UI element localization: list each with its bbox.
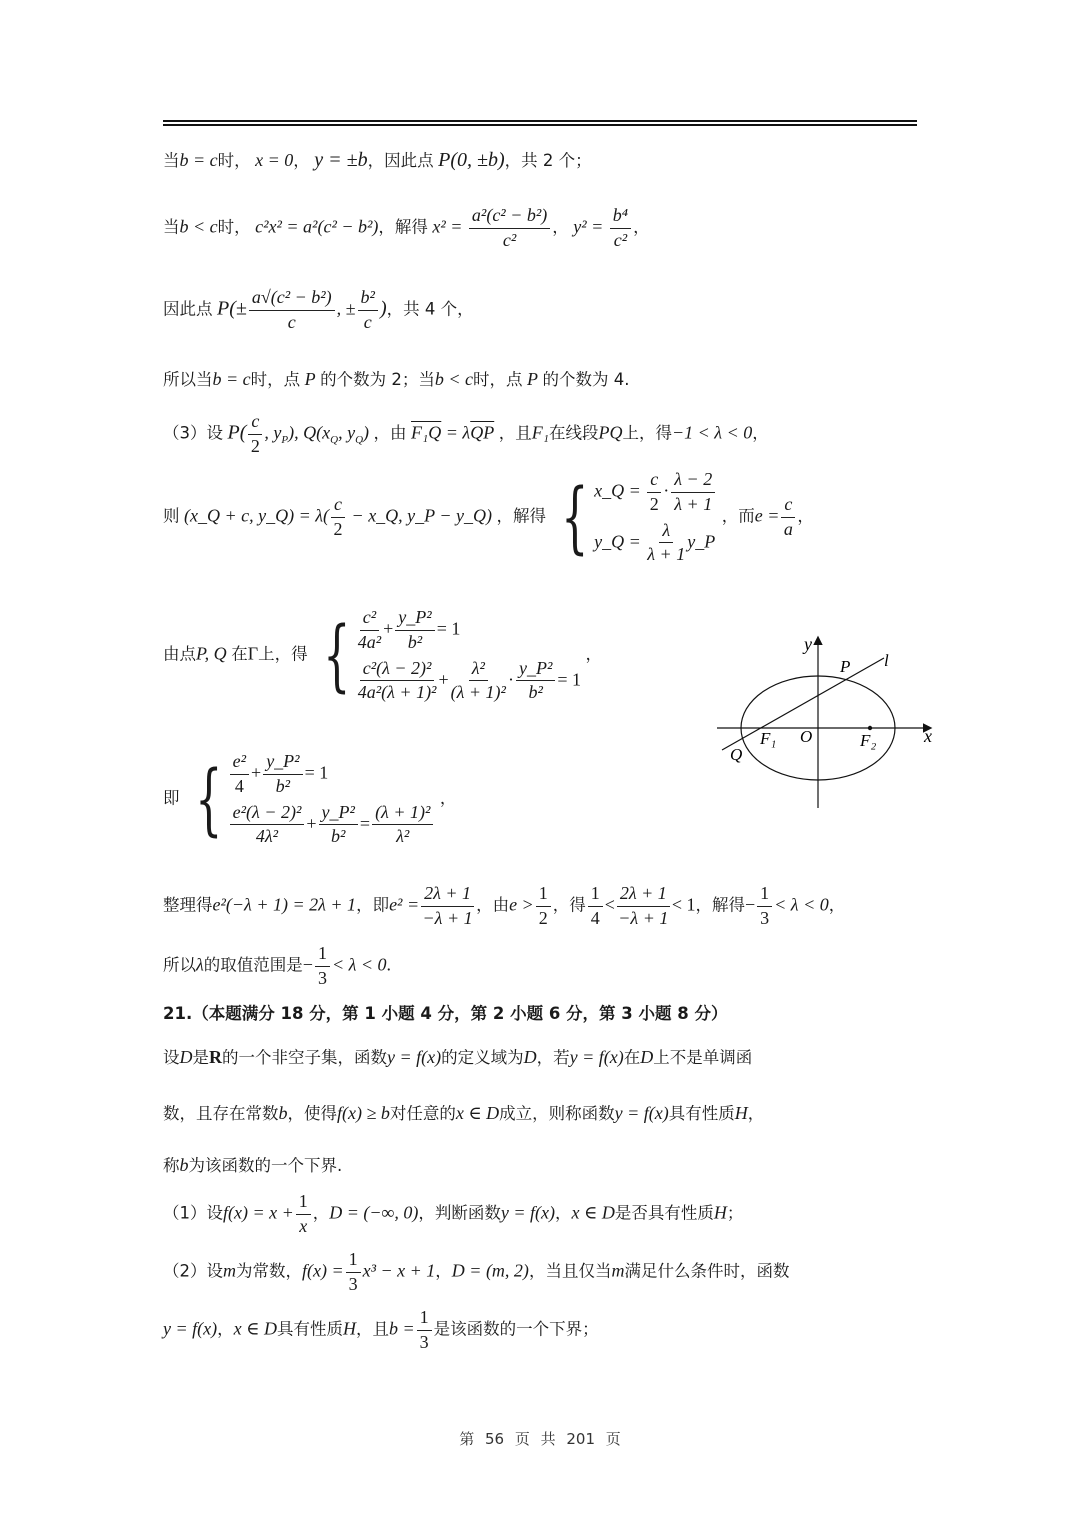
solution-line-b-equals-c: 当b = c时， x = 0， y = ±b，因此点 P(0, ±b)，共 2 个； [163, 149, 592, 171]
header-rule-bottom [163, 124, 917, 126]
left-brace: { [195, 754, 223, 845]
svg-text:Q: Q [730, 745, 743, 764]
svg-text:O: O [800, 727, 813, 746]
fraction: $\frac{c}{2}$ [248, 412, 262, 457]
header-rule-top [163, 120, 917, 122]
fraction: $\frac{\text{a√(c² − b²)}}{c}$ [249, 288, 335, 333]
svg-text:F₂: F₂ [860, 731, 877, 750]
fraction: $\frac{\text{a²(c² − b²)}}{\text{c²}}$ [469, 206, 550, 251]
svg-text:P: P [840, 657, 851, 676]
svg-text:y: y [804, 634, 812, 654]
page-footer: 第 56 页 共 201 页 [459, 1430, 621, 1448]
solution-line-vector-eq: 则 (x_Q + c, y_Q) = λ( $\frac{c}{2}$ − x_Q, y_P − y_Q) ，解得 { x_Q = $\frac{c}{2}$ · $\frac{\lambda - 2}{\lambda + 1}$ y_Q = $\frac{\lambda}{\lambda + 1}$ y_P ，而e = $\frac{c}{a}$ ， [163, 469, 814, 565]
ellipse-diagram [712, 630, 942, 810]
solution-line-conclusion: 所以λ的取值范围是− $\frac{1}{3}$ < λ < 0. [163, 943, 392, 988]
problem-21-subquestion-2: （2）设m为常数，f(x) = $\frac{1}{3}$ x³ − x + 1，D = (m, 2)，当且仅当m满足什么条件时，函数 [163, 1249, 790, 1294]
fraction: $\frac{c}{2}$ [331, 495, 345, 540]
left-brace: { [561, 472, 589, 563]
svg-text:x: x [924, 726, 932, 746]
problem-21-para-2: 数，且存在常数b，使得f(x) ≥ b对任意的x ∈ D成立，则称函数y = f(x)具有性质H， [163, 1103, 765, 1123]
svg-text:F₁: F₁ [760, 729, 777, 748]
solution-line-on-ellipse: 由点P, Q 在Γ上，得 { $\frac{\text{c²}}{\text{4a²}}$ + $\frac{\text{y\_P²}}{\text{b²}}$ = 1 $\frac{\text{c²(λ − 2)²}}{\text{4a²(λ + 1)²}}$ + $\frac{\text{λ²}}{\text{(λ + 1)²}}$ · $\frac{\text{y\_P²}}{\text{b²}}$ = 1 ， [163, 607, 602, 703]
focus-f2 [868, 726, 872, 730]
solution-line-ie: 即 { $\frac{\text{e²}}{4}$ + $\frac{\text{y\_P²}}{\text{b²}}$ = 1 $\frac{\text{e²(λ − 2)²}}{\text{4λ²}}$ + $\frac{\text{y\_P²}}{\text{b²}}$ = $\frac{\text{(λ + 1)²}}{\text{λ²}}$ ， [163, 751, 457, 847]
solution-line-b-less-c: 当b < c时， c²x² = a²(c² − b²)，解得 x² = $\frac{\text{a²(c² − b²)}}{\text{c²}}$ ， y² = $\frac{\text{b⁴}}{\text{c²}}$ ， [163, 205, 650, 250]
equation-system: { $\frac{\text{e²}}{4}$ + $\frac{\text{y\_P²}}{\text{b²}}$ = 1 $\frac{\text{e²(λ − 2)²}}{\text{4λ²}}$ + $\frac{\text{y\_P²}}{\text{b²}}$ = $\frac{\text{(λ + 1)²}}{\text{λ²}}$ [184, 752, 435, 847]
problem-21-subquestion-1: （1）设f(x) = x + $\frac{1}{x}$ ，D = (−∞, 0)，判断函数y = f(x)，x ∈ D是否具有性质H； [163, 1191, 744, 1236]
solution-line-four-points: 因此点 P(± $\frac{\text{a√(c² − b²)}}{c}$ , ± $\frac{\text{b²}}{c}$ )，共 4 个， [163, 287, 474, 332]
equation-system: { x_Q = $\frac{c}{2}$ · $\frac{\lambda - 2}{\lambda + 1}$ y_Q = $\frac{\lambda}{\lambda + 1}$ y_P [561, 469, 716, 565]
problem-21-para-1: 设D是R的一个非空子集，函数y = f(x)的定义域为D，若y = f(x)在D上不是单调函 [163, 1047, 753, 1067]
problem-21-heading: 21.（本题满分 18 分，第 1 小题 4 分，第 2 小题 6 分，第 3 小题 8 分） [163, 1004, 728, 1023]
solution-part3-setup: （3）设 P( $\frac{c}{2}$ , $y_P$), $Q(x_Q$, $y_Q$) ，由 $F_1Q = \lambda\overline{QP}$ ，且F₁在线段PQ上，得−1 < λ < 0， [163, 411, 769, 456]
left-brace: { [323, 610, 351, 701]
solution-line-summary: 所以当b = c时，点 P 的个数为 2；当b < c时，点 P 的个数为 4. [163, 369, 630, 389]
equation-system: { $\frac{\text{c²}}{\text{4a²}}$ + $\frac{\text{y\_P²}}{\text{b²}}$ = 1 $\frac{\text{c²(λ − 2)²}}{\text{4a²(λ + 1)²}}$ + $\frac{\text{λ²}}{\text{(λ + 1)²}}$ · $\frac{\text{y\_P²}}{\text{b²}}$ = 1 [323, 607, 581, 703]
solution-line-simplify: 整理得e²(−λ + 1) = 2λ + 1，即e² = $\frac{2\lambda + 1}{-\lambda + 1}$ ，由e > $\frac{1}{2}$ ，得 $\frac{1}{4}$ < $\frac{2\lambda + 1}{-\lambda + 1}$ < 1，解得− $\frac{1}{3}$ < λ < 0， [163, 883, 846, 928]
problem-21-subquestion-2-cont: y = f(x)，x ∈ D具有性质H，且b = $\frac{1}{3}$ 是该函数的一个下界； [163, 1307, 599, 1352]
fraction: $\frac{\text{b⁴}}{\text{c²}}$ [610, 206, 631, 251]
svg-text:l: l [884, 651, 889, 670]
fraction: $\frac{\text{b²}}{c}$ [358, 288, 378, 333]
problem-21-para-3: 称b为该函数的一个下界. [163, 1155, 343, 1175]
